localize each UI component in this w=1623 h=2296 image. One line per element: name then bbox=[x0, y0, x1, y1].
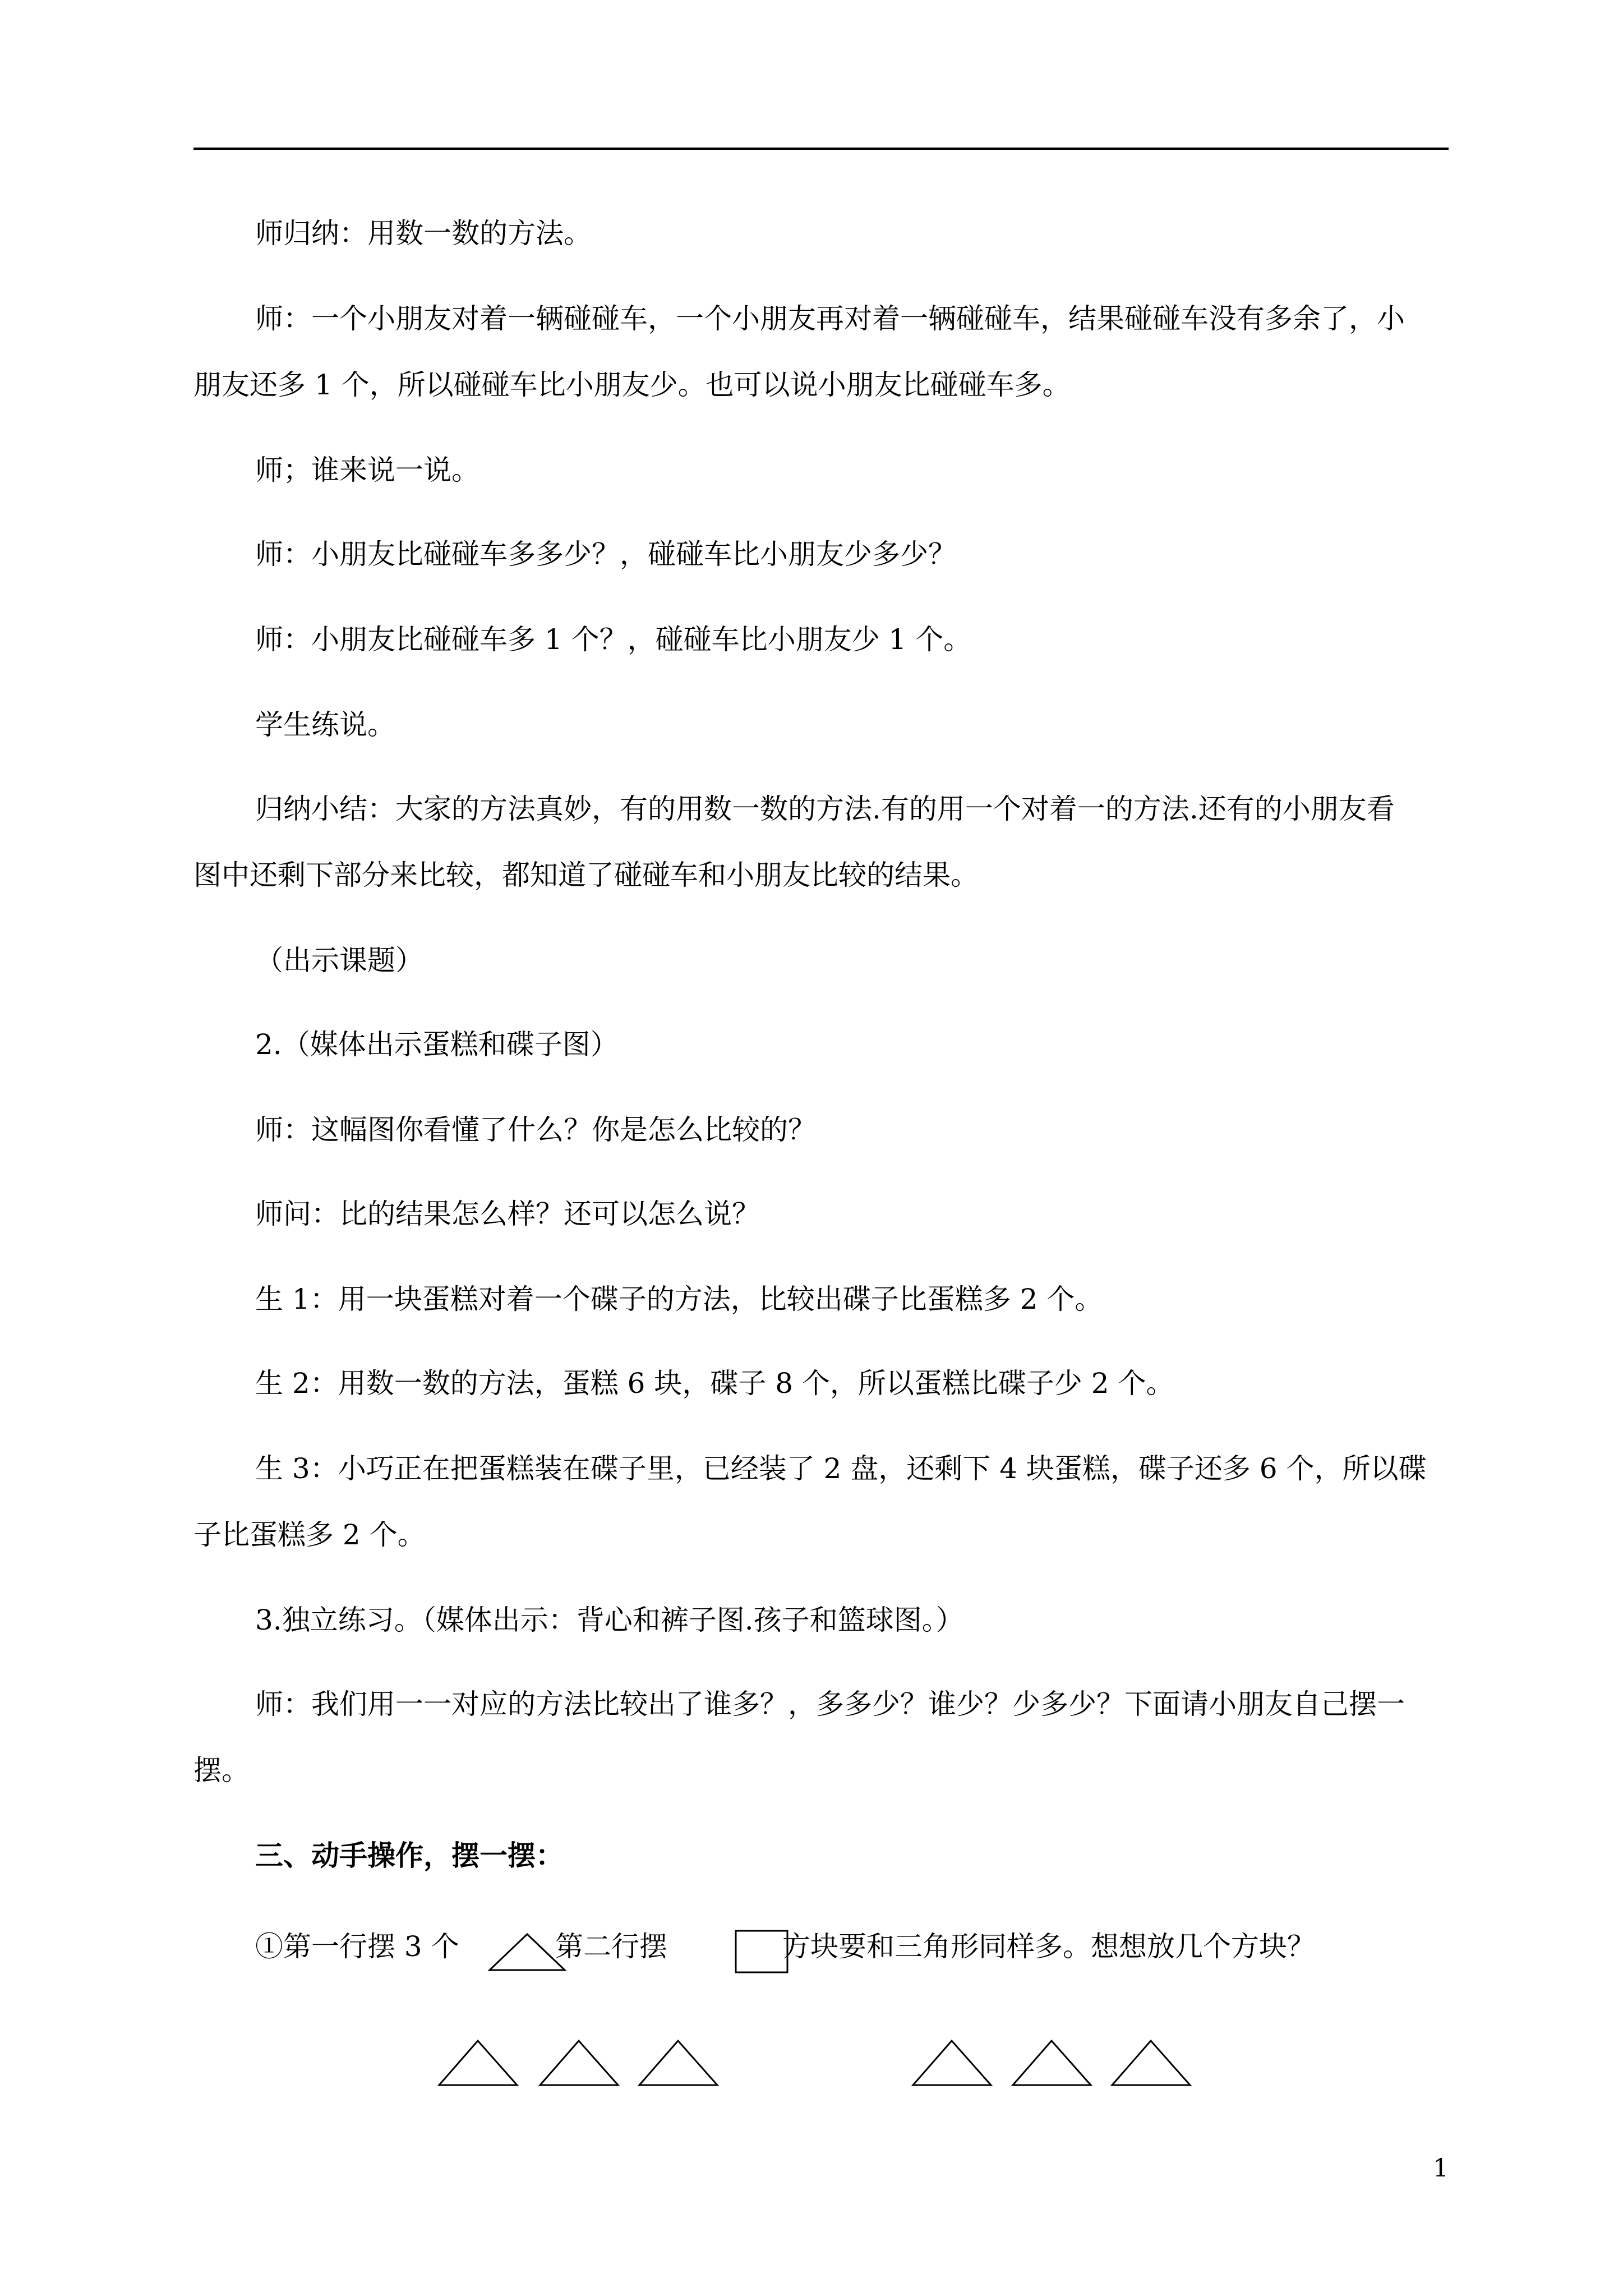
paragraph: 学生练说。 bbox=[255, 708, 395, 741]
header-rule bbox=[193, 148, 1449, 150]
triangle-icon bbox=[538, 2039, 620, 2087]
paragraph-continuation: 朋友还多 1 个，所以碰碰车比小朋友少。也可以说小朋友比碰碰车多。 bbox=[193, 369, 1071, 401]
triangle-icon bbox=[911, 2039, 993, 2087]
paragraph: （出示课题） bbox=[255, 944, 423, 977]
paragraph: 师：一个小朋友对着一辆碰碰车，一个小朋友再对着一辆碰碰车，结果碰碰车没有多余了，小 bbox=[255, 302, 1405, 335]
question-text-part2: 第二行摆 bbox=[555, 1930, 667, 1963]
paragraph: 2.（媒体出示蛋糕和碟子图） bbox=[255, 1028, 619, 1061]
question-text-part3: 方块要和三角形同样多。想想放几个方块？ bbox=[782, 1930, 1315, 1963]
paragraph: 师；谁来说一说。 bbox=[255, 454, 479, 486]
paragraph-continuation: 摆。 bbox=[193, 1754, 250, 1787]
paragraph: 师：小朋友比碰碰车多 1 个？，碰碰车比小朋友少 1 个。 bbox=[255, 623, 972, 656]
triangle-icon bbox=[437, 2039, 519, 2087]
paragraph-continuation: 子比蛋糕多 2 个。 bbox=[193, 1519, 426, 1551]
paragraph: 归纳小结：大家的方法真妙，有的用数一数的方法.有的用一个对着一的方法.还有的小朋友看 bbox=[255, 793, 1395, 825]
section-heading: 三、动手操作，摆一摆： bbox=[255, 1839, 564, 1872]
paragraph: 生 2：用数一数的方法，蛋糕 6 块，碟子 8 个，所以蛋糕比碟子少 2 个。 bbox=[255, 1367, 1174, 1400]
paragraph: 生 3：小巧正在把蛋糕装在碟子里，已经装了 2 盘，还剩下 4 块蛋糕，碟子还多 6 个，所以碟 bbox=[255, 1452, 1427, 1485]
triangle-icon bbox=[488, 1932, 566, 1972]
triangle-icon bbox=[1011, 2039, 1092, 2087]
paragraph: 3.独立练习。（媒体出示：背心和裤子图.孩子和篮球图。） bbox=[255, 1604, 964, 1636]
paragraph: 生 1：用一块蛋糕对着一个碟子的方法，比较出碟子比蛋糕多 2 个。 bbox=[255, 1283, 1103, 1315]
paragraph-continuation: 图中还剩下部分来比较，都知道了碰碰车和小朋友比较的结果。 bbox=[193, 859, 979, 891]
triangle-icon bbox=[1110, 2039, 1192, 2087]
paragraph: 师：小朋友比碰碰车多多少？，碰碰车比小朋友少多少？ bbox=[255, 538, 956, 570]
question-text-part1: ①第一行摆 3 个 bbox=[255, 1930, 459, 1963]
triangle-icon bbox=[638, 2039, 719, 2087]
page-number: 1 bbox=[1433, 2154, 1449, 2183]
paragraph: 师归纳：用数一数的方法。 bbox=[255, 217, 592, 250]
paragraph: 师问：比的结果怎么样？还可以怎么说？ bbox=[255, 1198, 760, 1230]
paragraph: 师：我们用一一对应的方法比较出了谁多？，多多少？谁少？少多少？下面请小朋友自己摆一 bbox=[255, 1688, 1405, 1720]
paragraph: 师：这幅图你看懂了什么？你是怎么比较的？ bbox=[255, 1114, 816, 1146]
